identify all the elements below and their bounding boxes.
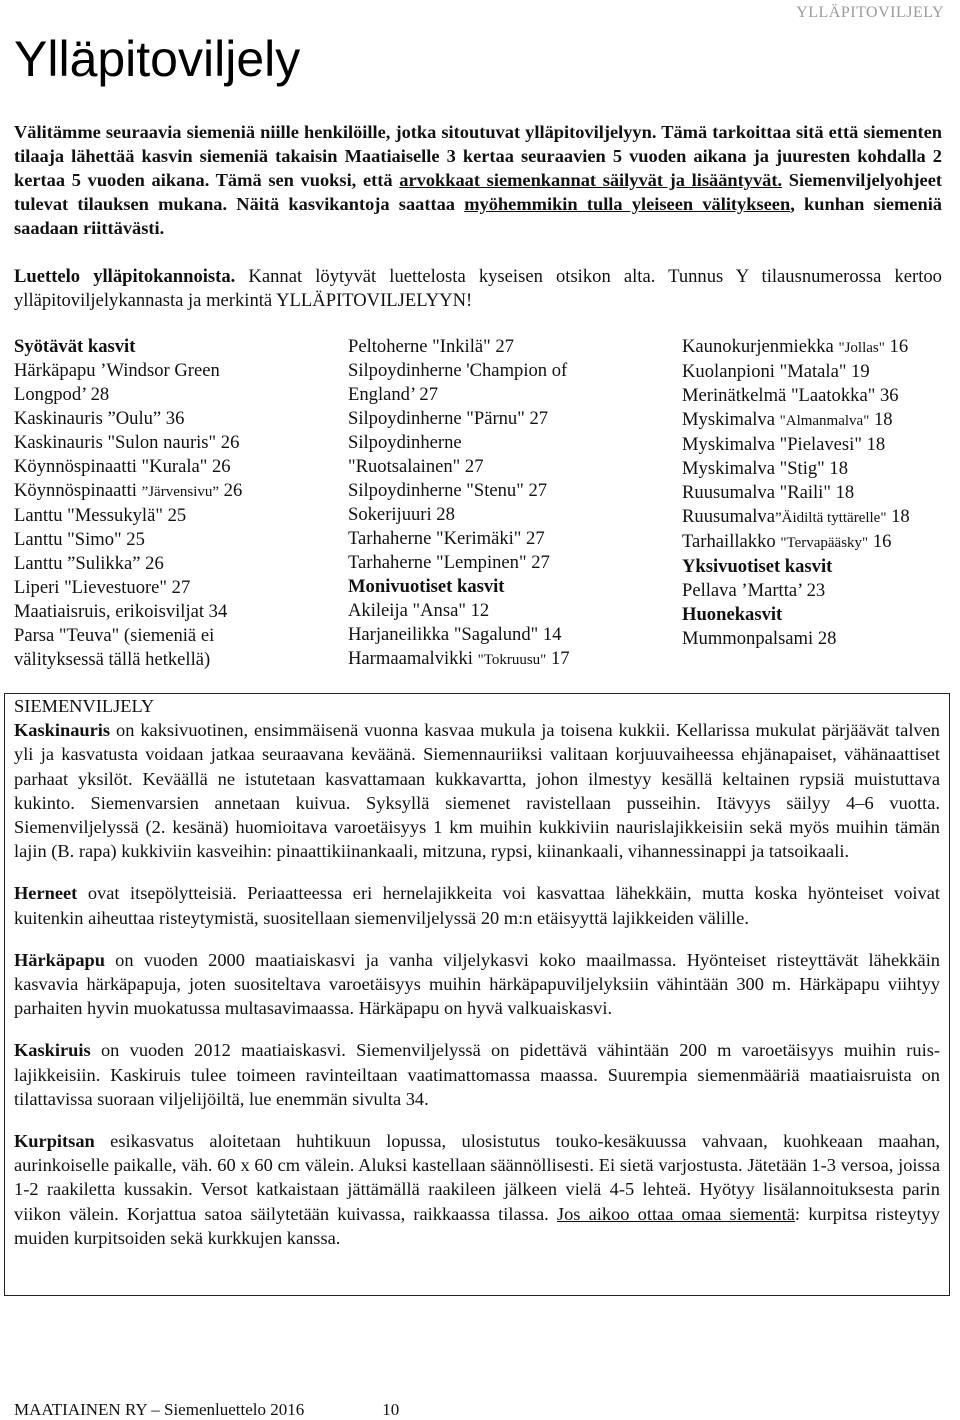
paragraph-term: Härkäpapu [14,949,105,970]
category-heading: Huonekasvit [682,604,783,625]
item-variety: ”Järvensivu” [141,484,220,500]
item-variety: ”Äidiltä tyttärelle" [774,510,887,526]
intro-text-1: Välitämme seuraavia siemeniä niille henkilöille, jotka sitoutuvat ylläpitoviljelyyn. Tämä tarkoittaa sitä että siementen tilaaja lähettää kasvin siemeniä takaisin Maatiaiselle 3 kertaa seuraavien 5 vuoden aikana ja juuresten kohdalla 2 kertaa 5 vuoden aikana. Tämä sen vuoksi, että [14,122,942,190]
item-number: 16 [884,336,909,357]
list-item: Kaskinauris "Sulon nauris" 26 [14,432,240,453]
list-item: Kuolanpioni "Matala" 19 [682,361,870,382]
footer-text: MAATIAINEN RY – Siemenluettelo 2016 [14,1400,305,1419]
item-variety: "Tervapääsky" [780,535,869,551]
column-edible [14,335,276,672]
box-paragraph [14,881,940,929]
list-item [348,647,610,672]
box-paragraph [14,1038,940,1111]
page-number: 10 [382,1400,400,1419]
paragraph-text: : kurpitsa risteytyy muiden kurpitsoiden sekä kurkkujen kanssa. [14,1203,940,1248]
list-item [682,408,944,433]
list-item: Parsa "Teuva" (siemeniä ei välityksessä tällä hetkellä) [14,625,215,670]
category-heading: Monivuotiset kasvit [348,576,505,597]
item-number: 26 [219,480,243,501]
list-item: Lanttu "Simo" 25 [14,529,145,550]
item-name: Myskimalva [682,409,780,430]
list-item: Ruusumalva "Raili" 18 [682,482,855,503]
category-heading: Yksivuotiset kasvit [682,556,833,577]
paragraph-term: Herneet [14,883,78,904]
underlined-phrase: Jos aikoo ottaa omaa siementä [556,1203,795,1224]
list-item: Myskimalva "Pielavesi" 18 [682,434,886,455]
list-item: Mummonpalsami 28 [682,628,837,649]
list-item: Peltoherne "Inkilä" 27 [348,336,514,357]
list-item: Silpoydinherne "Ruotsalainen" 27 [348,432,484,477]
item-name: Köynnöspinaatti [14,480,142,501]
item-variety: "Almanmalva" [779,413,870,429]
intro-text-3: , kunhan siemeniä saadaan riittävästi. [14,194,943,238]
intro-text-2: Siemenviljelyohjeet tulevat tilauksen mukana. Näitä kasvikantoja saattaa [14,170,943,214]
item-name: Kaunokurjenmiekka [682,336,839,357]
intro-paragraph [14,120,942,240]
item-number: 17 [546,648,570,669]
list-item: Merinätkelmä "Laatokka" 36 [682,385,899,406]
list-item [682,335,944,360]
page-footer [14,1400,399,1420]
list-item [682,505,944,530]
paragraph-term: Kaskiruis [14,1040,91,1061]
list-item: Maatiaisruis, erikoisviljat 34 [14,601,228,622]
paragraph-text: esikasvatus aloitetaan huhtikuun lopussa, ulosistutus touko-kesäkuussa vahvaan, kuohkeaan maahan, aurinkoiselle paikalle, väh. 60 x 60 cm välein. Aluksi kastellaan säännöllisesti. Ei sietä varjostusta. Jätetään 1-3 versoa, joissa 1-2 raakiletta kussakin. Versot katkaistaan jättämällä raakileen jälkeen vielä 4-5 lehteä. Hyötyy lisälannoituksesta parin viikon välein. Korjattua satoa säilytetään kuivassa, raikkaassa tilassa. [14,1131,940,1224]
list-item: Myskimalva "Stig" 18 [682,458,849,479]
box-paragraph [14,948,940,1021]
seed-growing-box [4,693,950,1296]
list-item: Köynnöspinaatti "Kurala" 26 [14,456,231,477]
list-item: Tarhaherne "Kerimäki" 27 [348,528,545,549]
item-number: 18 [886,506,910,527]
intro-underlined-2: myöhemmikin tulla yleiseen välitykseen [464,194,791,214]
paragraph-term: Kurpitsan [14,1131,95,1152]
list-item: Silpoydinherne "Stenu" 27 [348,480,548,501]
item-name: Tarhaillakko [682,531,781,552]
item-number: 16 [868,531,892,552]
column-middle [348,335,610,672]
list-intro-text: Kannat löytyvät luettelosta kyseisen otsikon alta. Tunnus Y tilausnumerossa kertoo ylläpitoviljelykannasta ja merkintä YLLÄPITOVILJELYYN! [14,266,942,311]
list-item: Harjaneilikka "Sagalund" 14 [348,624,562,645]
item-variety: "Tokruusu" [477,652,547,668]
item-name: Ruusumalva [682,506,775,527]
paragraph-text: on vuoden 2012 maatiaiskasvi. Siemenviljelyssä on pidettävä vähintään 200 m varoetäisyys muihin ruis-lajikkeisiin. Kaskiruis tulee toimeen ravinteiltaan vaatimattomassa maassa. Suurempia siemenmääriä maatiaisruista on tilattavissa suoraan viljelijöiltä, lue enemmän sivulta 34. [14,1040,940,1109]
item-variety: "Jollas" [838,340,885,356]
list-intro [14,265,942,313]
category-heading: Syötävät kasvit [14,336,136,357]
list-item: Lanttu ”Sulikka” 26 [14,553,164,574]
box-paragraph [14,718,940,863]
page-title: Ylläpitoviljely [14,31,301,87]
list-item [14,479,276,504]
list-item: Liperi "Lievestuore" 27 [14,577,191,598]
list-item: Silpoydinherne "Pärnu" 27 [348,408,549,429]
list-item: Lanttu "Messukylä" 25 [14,505,187,526]
column-right [682,335,944,651]
paragraph-text: on kaksivuotinen, ensimmäisenä vuonna kasvaa mukula ja toisena kukkii. Kellarissa mukulat pärjäävät talven yli ja kasvatusta voidaan jatkaa seuraavana keväänä. Siemennauriiksi valitaan korjuuvaiheessa ehjänapaiset, vähänaattiset parhaat yksilöt. Keväällä ne istutetaan kasvattamaan kukkavartta, johon ilmestyy kesällä keltainen rypsiä muistuttava kukinto. Siemenvarsien annetaan kuivua. Syksyllä siemenet ravistellaan pusseihin. Itävyys säilyy 4–6 vuotta. Siemenviljelyssä (2. kesänä) huomioitava varoetäisyys 1 km muihin kukkiviin naurislajikkeisiin sekä myös muihin tämän lajin (B. rapa) kukkiviin kasveihin: pinaattikiinankaali, mitzuna, rypsi, kiinankaali, vihannessinappi ja tatsoikaali. [14,720,940,862]
paragraph-text: on vuoden 2000 maatiaiskasvi ja vanha viljelykasvi koko maailmassa. Hyönteiset risteyttävät lähekkäin kasvavia härkäpapuja, joten suositeltava varoetäisyys muihin härkäpapuviljelyksiin vähintään 300 m. Härkäpapu viihtyy parhaiten hyvin muokatussa multasavimaassa. Härkäpapu on hyvä valkuaiskasvi. [14,949,940,1019]
item-number: 18 [869,409,893,430]
list-item: Silpoydinherne 'Champion of England’ 27 [348,360,568,405]
list-item: Tarhaherne "Lempinen" 27 [348,552,550,573]
list-item: Pellava ’Martta’ 23 [682,580,826,601]
list-item: Sokerijuuri 28 [348,504,455,525]
box-paragraph [14,1129,940,1250]
list-item: Akileija "Ansa" 12 [348,600,490,621]
list-item: Kaskinauris ”Oulu” 36 [14,408,185,429]
list-item [682,530,944,555]
box-heading: SIEMENVILJELY [14,696,155,716]
paragraph-term: Kaskinauris [14,720,111,741]
header-label: YLLÄPITOVILJELY [796,4,944,21]
intro-underlined-1: arvokkaat siemenkannat säilyvät ja lisääntyvät. [399,170,783,190]
list-item: Härkäpapu ’Windsor Green Longpod’ 28 [14,360,220,405]
item-name: Harmaamalvikki [348,648,478,669]
list-intro-bold: Luettelo ylläpitokannoista. [14,266,236,287]
paragraph-text: ovat itsepölytteisiä. Periaatteessa eri hernelajikkeita voi kasvattaa lähekkäin, mutta koska hyönteiset voivat kuitenkin aiheuttaa risteytymistä, suositellaan siemenviljelyssä 20 m:n etäisyyttä lajikkeiden välille. [14,883,940,928]
